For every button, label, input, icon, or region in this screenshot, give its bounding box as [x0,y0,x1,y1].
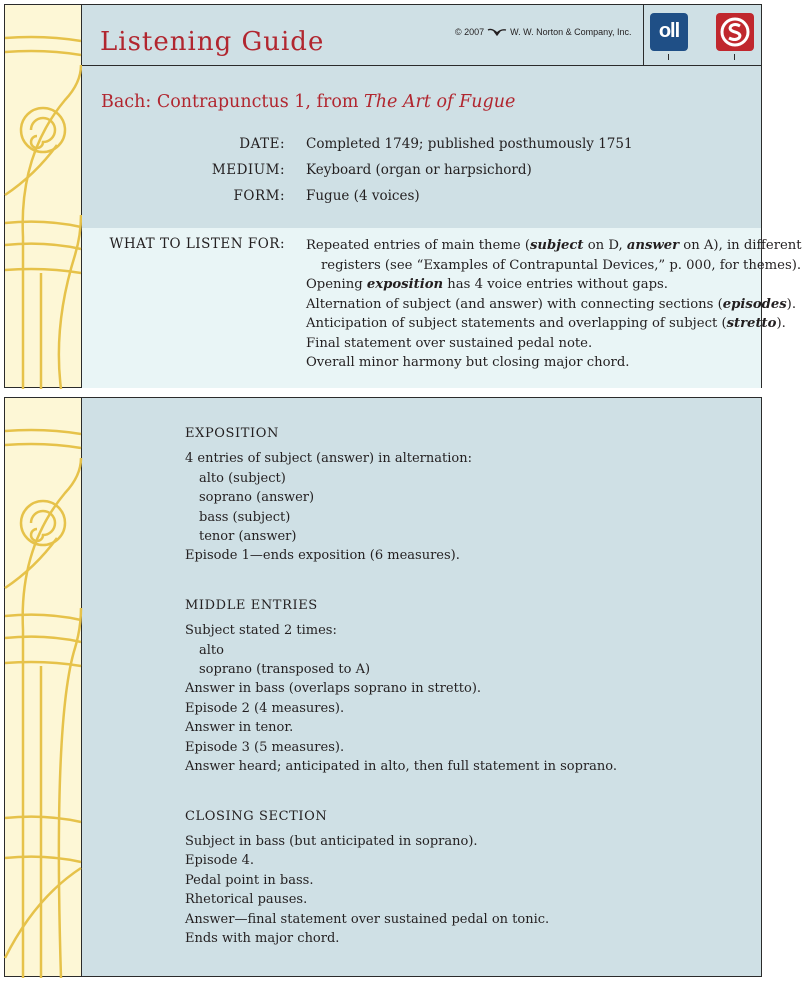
detail-label: DATE: [239,136,285,152]
detail-value: Keyboard (organ or harpsichord) [306,162,532,178]
guide-title: Listening Guide [100,27,325,57]
header-divider [643,5,644,65]
outline-line: Answer—final statement over sustained pedal on tonic. [185,911,550,927]
norton-seagull-icon [488,28,506,36]
guide-header [82,5,761,66]
decorative-strip [5,5,82,387]
outline-line: Subject in bass (but anticipated in soprano). [185,833,478,849]
work-title-italic: The Art of Fugue [364,92,516,112]
outline-line: alto [199,642,224,658]
outline-line: Ends with major chord. [185,930,340,946]
oll-icon[interactable]: oll [650,13,688,51]
outline-line: soprano (answer) [199,490,315,506]
oll-tick [668,54,669,60]
listen-line: Alternation of subject (and answer) with connecting sections (episodes). [306,296,797,312]
work-title [101,92,515,112]
decorative-strip [5,398,82,976]
what-to-listen-for [82,228,802,388]
copyright-line [455,27,632,37]
work-title-prefix: Bach: Contrapunctus 1, from [101,92,365,112]
section-heading: CLOSING SECTION [185,808,328,824]
form-outline-panel [4,397,762,977]
scroll-ornament-icon [5,398,81,978]
listen-line: Overall minor harmony but closing major chord. [306,355,630,370]
scroll-ornament-icon [5,5,81,389]
listen-line: registers (see “Examples of Contrapuntal Devices,” p. 000, for themes). [321,257,802,273]
dollar-tick [734,54,735,60]
outline-line: Episode 3 (5 measures). [185,739,345,755]
copyright-year: © 2007 [455,27,485,37]
section-heading: EXPOSITION [185,426,280,441]
outline-line: Answer heard; anticipated in alto, then full statement in soprano. [185,759,618,775]
listen-label: WHAT TO LISTEN FOR: [109,236,285,252]
outline-line: Episode 1—ends exposition (6 measures). [185,548,460,564]
detail-value: Completed 1749; published posthumously 1751 [306,136,633,152]
outline-line: Episode 4. [185,853,255,869]
outline-line: alto (subject) [199,470,286,486]
form-outline [185,424,617,948]
dollar-icon[interactable] [716,13,754,51]
outline-line: Rhetorical pauses. [185,892,308,908]
outline-line: Pedal point in bass. [185,872,314,888]
publisher-name: W. W. Norton & Company, Inc. [510,27,632,37]
detail-label: FORM: [233,188,285,204]
listening-guide-panel [4,4,802,388]
listen-line: Opening exposition has 4 voice entries without gaps. [306,277,668,292]
outline-line: Answer in tenor. [185,720,294,736]
work-details [82,66,761,228]
listen-line: Final statement over sustained pedal note. [306,335,593,351]
outline-line: Answer in bass (overlaps soprano in stretto). [185,681,482,697]
outline-line: Subject stated 2 times: [185,623,337,639]
detail-label: MEDIUM: [211,162,285,178]
listen-list [306,236,802,373]
outline-line: bass (subject) [199,509,291,525]
outline-line: 4 entries of subject (answer) in alternation: [185,451,472,467]
outline-line: tenor (answer) [199,529,297,545]
section-heading: MIDDLE ENTRIES [185,597,318,613]
outline-line: soprano (transposed to A) [199,662,371,678]
detail-value: Fugue (4 voices) [306,188,420,204]
outline-line: Episode 2 (4 measures). [185,700,345,716]
listen-line: Anticipation of subject statements and overlapping of subject (stretto). [306,316,786,331]
listen-line: Repeated entries of main theme (subject on D, answer on A), in different [306,238,802,253]
